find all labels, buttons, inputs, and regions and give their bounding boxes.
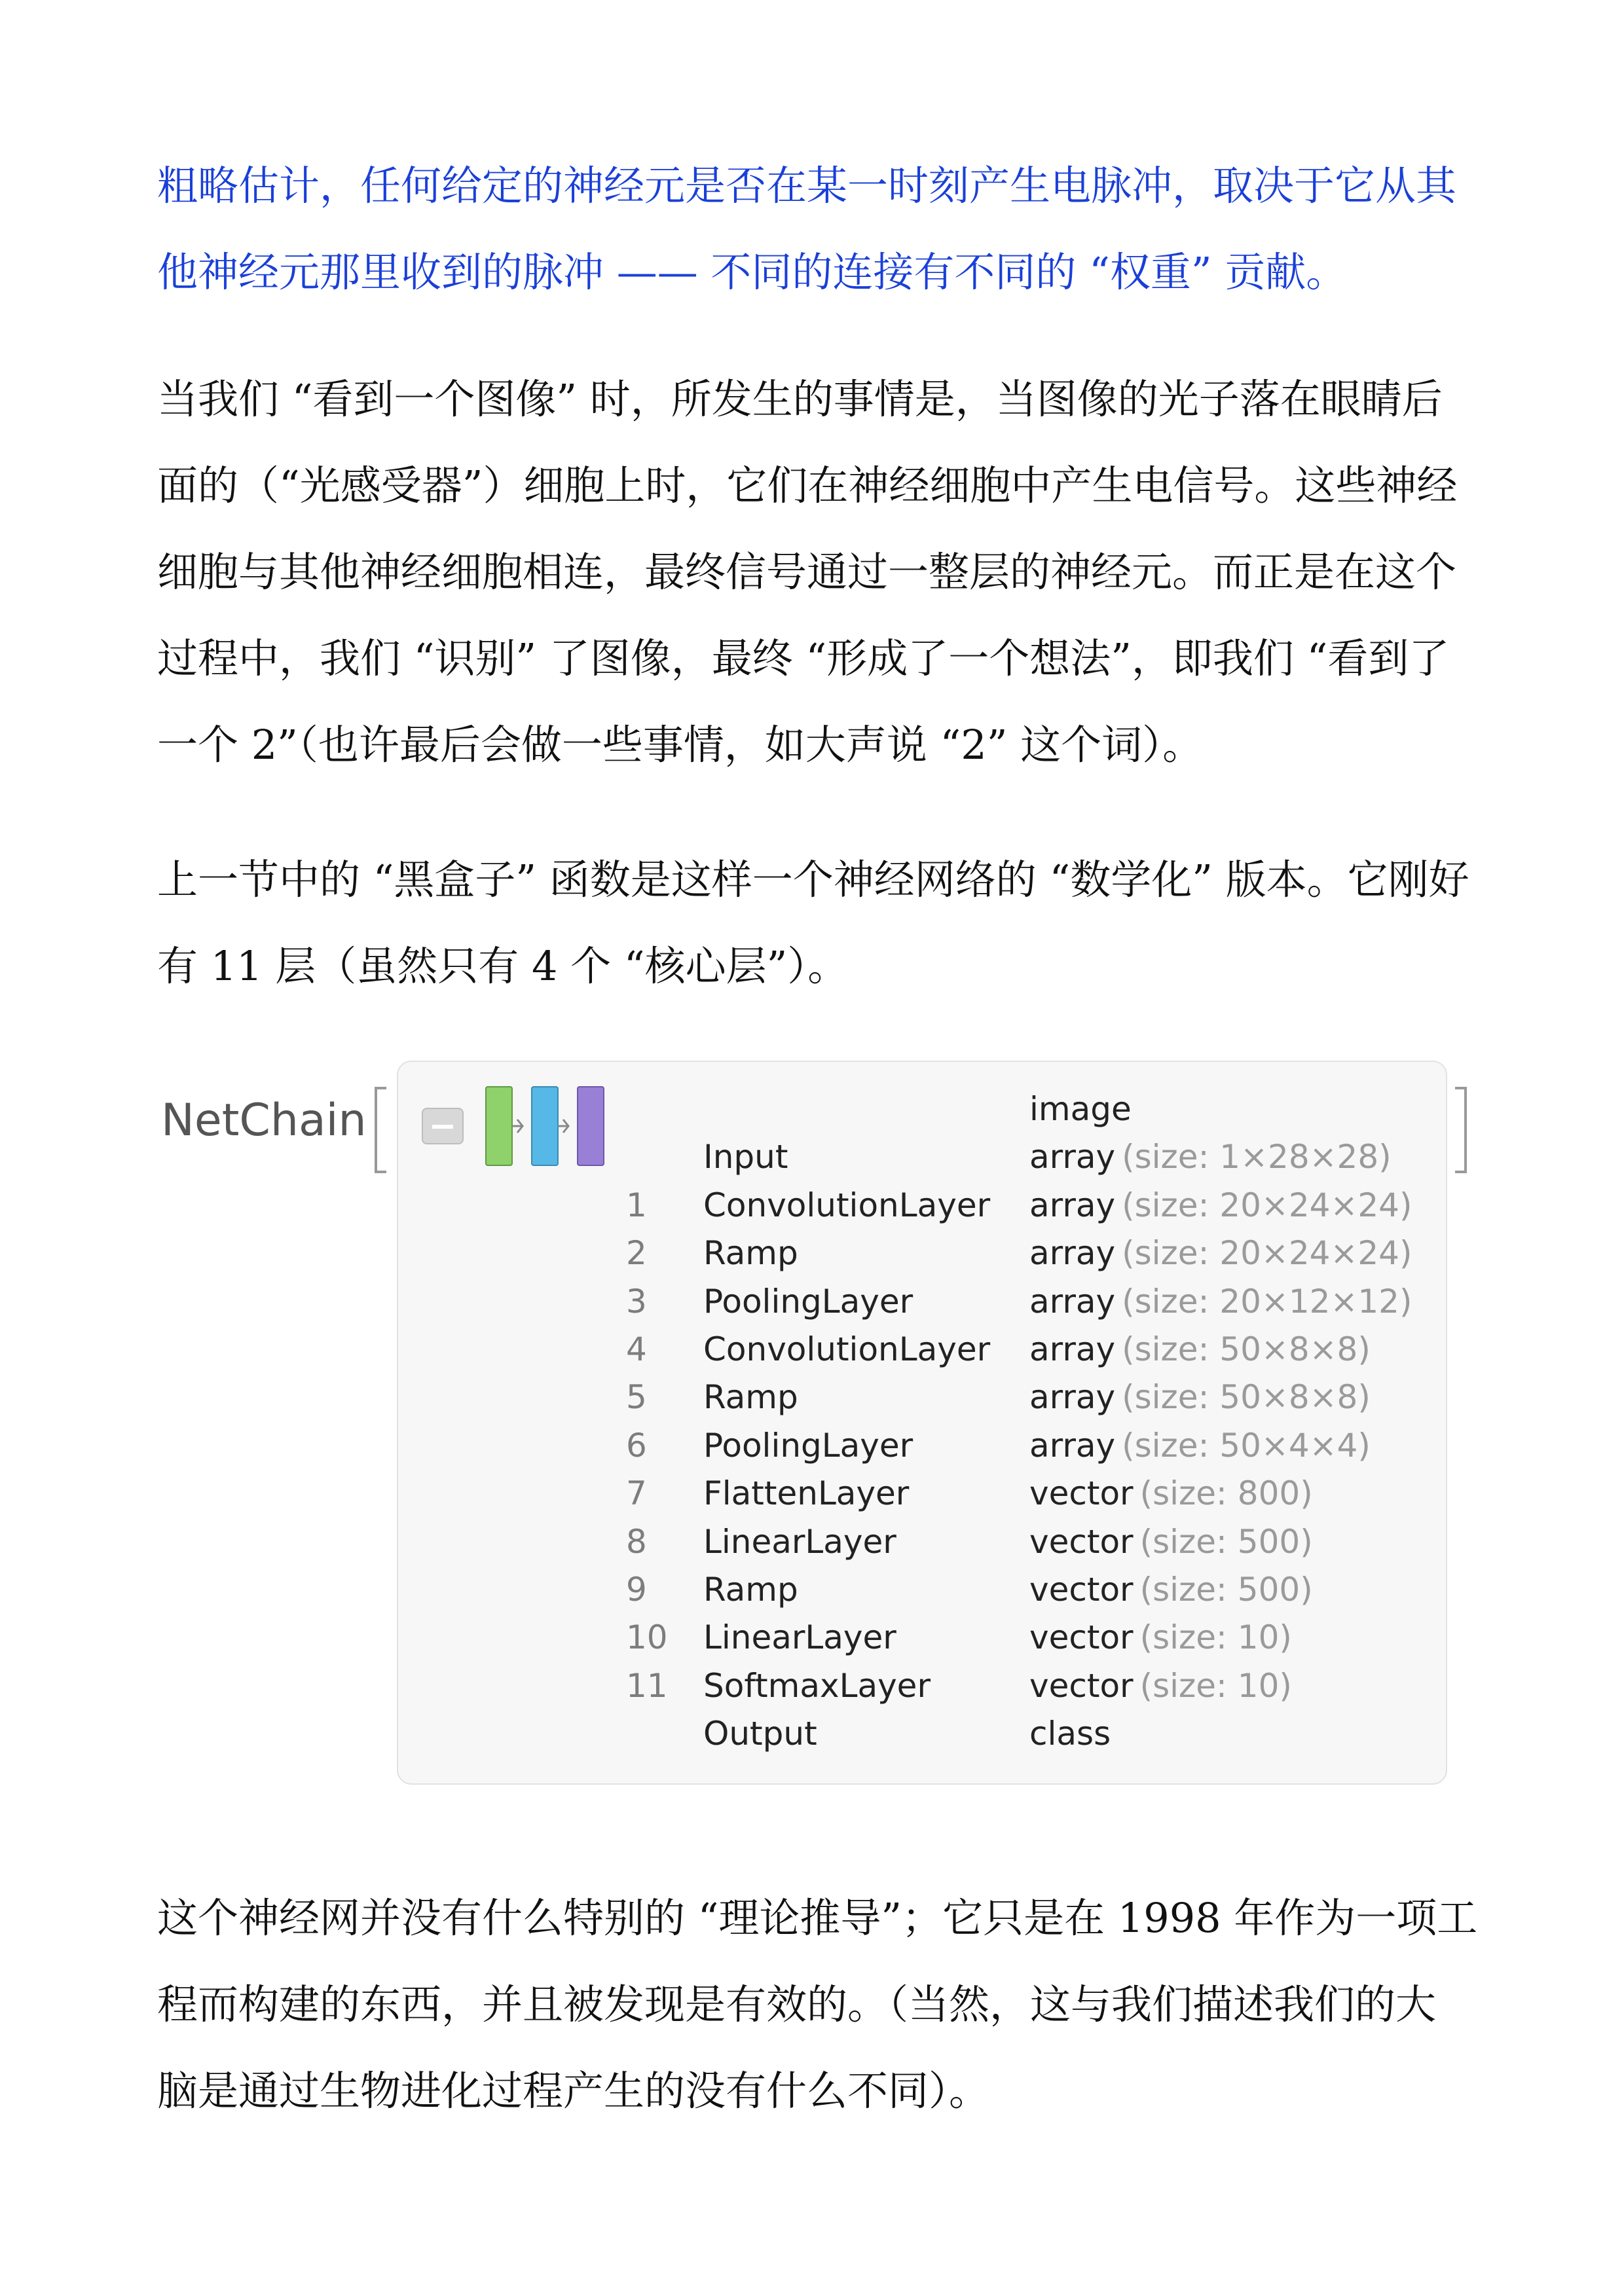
- right-bracket: [1455, 1087, 1467, 1173]
- layer-output-size: (size: 20×24×24): [1122, 1234, 1412, 1273]
- block-purple: [578, 1087, 604, 1165]
- layer-name: FlattenLayer: [703, 1474, 910, 1513]
- layer-number: 3: [626, 1282, 647, 1321]
- layer-name: Input: [703, 1138, 788, 1176]
- layer-output-size: (size: 20×24×24): [1122, 1186, 1412, 1224]
- text-line: 面的（“光感受器”）细胞上时，它们在神经细胞中产生电信号。这些神经: [157, 462, 1458, 509]
- layer-output-type: vector: [1029, 1618, 1134, 1657]
- layer-output-type: array: [1029, 1234, 1116, 1273]
- layer-output-type: image: [1029, 1090, 1132, 1128]
- layer-name: ConvolutionLayer: [703, 1186, 991, 1224]
- layer-output-type: vector: [1029, 1570, 1134, 1609]
- text-line: 当我们 “看到一个图像” 时，所发生的事情是，当图像的光子落在眼睛后: [157, 375, 1443, 423]
- text-line: 过程中，我们 “识别” 了图像，最终 “形成了一个想法”，即我们 “看到了: [157, 634, 1450, 682]
- layer-name: Output: [703, 1715, 817, 1753]
- layer-number: 9: [626, 1570, 647, 1609]
- layer-number: 2: [626, 1234, 647, 1273]
- paragraph-neuron-spikes: [157, 143, 1473, 316]
- layer-output-size: (size: 500): [1139, 1570, 1313, 1609]
- layer-number: 6: [626, 1426, 647, 1465]
- text-line: 细胞与其他神经细胞相连，最终信号通过一整层的神经元。而正是在这个: [157, 548, 1457, 596]
- layer-name: Ramp: [703, 1234, 798, 1273]
- paragraph-no-theory: [157, 1875, 1478, 2115]
- paragraph-black-box: [157, 837, 1473, 1010]
- text-line: 有 11 层（虽然只有 4 个 “核心层”）。: [157, 942, 849, 990]
- layer-output-size: (size: 50×8×8): [1122, 1378, 1371, 1417]
- arrow-icon: [512, 1120, 523, 1133]
- layer-name: Ramp: [703, 1570, 798, 1609]
- layer-output-type: vector: [1029, 1666, 1134, 1705]
- layer-output-size: (size: 10): [1139, 1666, 1292, 1705]
- layer-output-size: (size: 800): [1139, 1474, 1313, 1513]
- layer-name: SoftmaxLayer: [703, 1666, 931, 1705]
- layer-output-type: array: [1029, 1378, 1116, 1417]
- block-green: [486, 1087, 512, 1165]
- text-line: 一个 2”（也许最后会做一些事情，如大声说 “2” 这个词）。: [157, 721, 1204, 769]
- layer-output-size: (size: 500): [1139, 1522, 1313, 1561]
- layer-output-type: array: [1029, 1186, 1116, 1224]
- block-blue: [532, 1087, 558, 1165]
- text-line: 这个神经网并没有什么特别的 “理论推导”；它只是在 1998 年作为一项工: [157, 1894, 1478, 1942]
- layer-output-size: (size: 10): [1139, 1618, 1292, 1657]
- layer-output-type: array: [1029, 1138, 1116, 1176]
- layer-output-type: array: [1029, 1282, 1116, 1321]
- text-line: 上一节中的 “黑盒子” 函数是这样一个神经网络的 “数学化” 版本。它刚好: [157, 856, 1469, 903]
- layer-number: 8: [626, 1522, 647, 1561]
- layer-output-type: vector: [1029, 1522, 1134, 1561]
- layer-output-type: class: [1029, 1715, 1111, 1753]
- paragraph-seeing-image: [157, 356, 1473, 788]
- arrow-icon: [558, 1120, 568, 1133]
- layer-name: ConvolutionLayer: [703, 1330, 991, 1368]
- layer-output-type: array: [1029, 1426, 1116, 1465]
- layer-output-type: vector: [1029, 1474, 1134, 1513]
- left-bracket: [375, 1087, 386, 1173]
- layer-name: LinearLayer: [703, 1522, 896, 1561]
- layer-output-size: (size: 50×8×8): [1122, 1330, 1371, 1368]
- layer-name: Ramp: [703, 1378, 798, 1417]
- netchain-label: NetChain: [161, 1095, 367, 1146]
- layer-name: PoolingLayer: [703, 1282, 913, 1321]
- layer-output-size: (size: 50×4×4): [1122, 1426, 1371, 1465]
- text-line: 粗略估计，任何给定的神经元是否在某一时刻产生电脉冲，取决于它从其: [157, 162, 1457, 210]
- text-line: 程而构建的东西，并且被发现是有效的。（当然，这与我们描述我们的大: [157, 1980, 1437, 2028]
- layer-number: 11: [626, 1666, 668, 1705]
- layer-output-size: (size: 20×12×12): [1122, 1282, 1412, 1321]
- layer-output-size: (size: 1×28×28): [1122, 1138, 1392, 1176]
- layer-number: 5: [626, 1378, 647, 1417]
- layer-number: 1: [626, 1186, 647, 1224]
- layer-name: PoolingLayer: [703, 1426, 913, 1465]
- layer-name: LinearLayer: [703, 1618, 896, 1657]
- text-line: 脑是通过生物进化过程产生的没有什么不同）。: [157, 2067, 990, 2115]
- layer-number: 10: [626, 1618, 668, 1657]
- layer-output-type: array: [1029, 1330, 1116, 1368]
- network-blocks-icon: [485, 1087, 609, 1165]
- layer-number: 7: [626, 1474, 647, 1513]
- text-line: 他神经元那里收到的脉冲 —— 不同的连接有不同的 “权重” 贡献。: [157, 248, 1347, 296]
- collapse-icon[interactable]: [422, 1108, 464, 1144]
- layer-number: 4: [626, 1330, 647, 1368]
